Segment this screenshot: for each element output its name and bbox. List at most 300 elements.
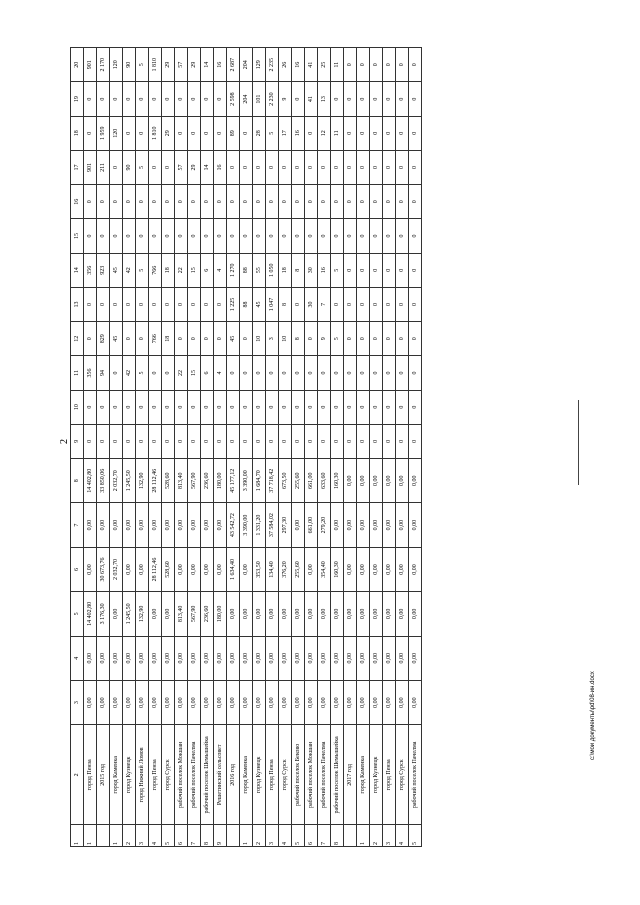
table-cell <box>344 825 357 847</box>
table-cell: 134,40 <box>266 547 279 591</box>
table-cell: 279,20 <box>318 503 331 547</box>
table-cell: 0 <box>110 356 123 390</box>
table-cell: 0,00 <box>409 636 422 680</box>
table-cell: рабочий поселок Шемышейка <box>201 725 214 825</box>
table-cell: 0 <box>344 185 357 219</box>
table-cell: 0,00 <box>175 503 188 547</box>
header-cell: 13 <box>71 287 84 321</box>
table-cell: 22 <box>175 356 188 390</box>
table-cell: 0 <box>318 219 331 253</box>
table-cell: 0 <box>344 322 357 356</box>
table-cell: 0 <box>357 82 370 116</box>
table-cell: 0 <box>110 150 123 184</box>
table-cell: 1 634,40 <box>227 547 240 591</box>
table-cell: 0 <box>383 219 396 253</box>
table-cell: 132,90 <box>136 592 149 636</box>
table-cell: 0,00 <box>188 547 201 591</box>
table-cell: 0,00 <box>240 547 253 591</box>
table-cell: 0 <box>84 185 97 219</box>
table-cell: 0,00 <box>331 680 344 724</box>
table-cell: 0 <box>97 424 110 458</box>
table-cell: 0 <box>188 185 201 219</box>
table-cell: 0 <box>409 356 422 390</box>
table-cell: 0 <box>357 116 370 150</box>
table-cell: 0 <box>162 390 175 424</box>
data-table-wrapper <box>70 47 567 847</box>
table-cell: 0 <box>175 287 188 321</box>
table-cell: 0,00 <box>214 680 227 724</box>
table-cell: 0 <box>136 390 149 424</box>
table-cell: 0,00 <box>318 592 331 636</box>
table-cell: 14 <box>201 150 214 184</box>
table-cell: 0,00 <box>84 680 97 724</box>
table-cell: город Кузнецк <box>253 725 266 825</box>
table-cell: 22 <box>175 253 188 287</box>
table-row <box>253 48 266 847</box>
table-cell: 0 <box>84 322 97 356</box>
table-cell: 0 <box>396 82 409 116</box>
table-cell: 0 <box>175 82 188 116</box>
table-cell: 661,00 <box>305 503 318 547</box>
table-cell: 633,60 <box>318 459 331 503</box>
table-cell: 5 <box>136 48 149 82</box>
table-cell: город Пенза <box>383 725 396 825</box>
table-cell: 29 <box>188 150 201 184</box>
table-cell: 0,00 <box>318 680 331 724</box>
table-cell: 661,00 <box>305 459 318 503</box>
table-cell: 0,00 <box>214 636 227 680</box>
table-cell: 45 <box>253 287 266 321</box>
table-cell: 0,00 <box>292 503 305 547</box>
table-cell: 0 <box>357 253 370 287</box>
table-cell: 0 <box>97 219 110 253</box>
table-cell: 0 <box>344 116 357 150</box>
table-cell: 0,00 <box>214 547 227 591</box>
table-cell: 0,00 <box>84 503 97 547</box>
table-cell: 829 <box>97 322 110 356</box>
table-row <box>370 48 383 847</box>
table-cell: 0 <box>266 185 279 219</box>
table-cell: 0 <box>175 424 188 458</box>
table-cell: 0 <box>370 253 383 287</box>
table-cell: 0 <box>279 150 292 184</box>
table-row <box>292 48 305 847</box>
table-cell: 0,00 <box>110 680 123 724</box>
table-cell: 0,00 <box>396 459 409 503</box>
table-cell: 6 <box>201 253 214 287</box>
table-cell: 18 <box>279 253 292 287</box>
table-cell: 45 <box>110 253 123 287</box>
table-cell: 0 <box>188 219 201 253</box>
table-row <box>97 48 110 847</box>
table-row <box>214 48 227 847</box>
table-cell: 1 245,50 <box>123 459 136 503</box>
table-cell: город Кузнецк <box>370 725 383 825</box>
table-cell: 2 170 <box>97 48 110 82</box>
table-cell: 0 <box>84 116 97 150</box>
table-cell: 0 <box>253 150 266 184</box>
table-cell: 0,00 <box>331 592 344 636</box>
table-cell: 0 <box>409 424 422 458</box>
table-cell: 0 <box>266 356 279 390</box>
table-cell: город Пенза <box>84 725 97 825</box>
table-cell: 41 <box>305 48 318 82</box>
table-cell: 17 <box>279 116 292 150</box>
table-cell: 0 <box>331 424 344 458</box>
table-cell: 5 <box>136 150 149 184</box>
header-cell: 6 <box>71 547 84 591</box>
table-cell: 33 850,06 <box>97 459 110 503</box>
separator-line <box>578 400 579 485</box>
table-row <box>84 48 97 847</box>
table-cell: 0,00 <box>162 636 175 680</box>
table-cell: 0,00 <box>383 547 396 591</box>
table-cell: 0 <box>305 356 318 390</box>
table-cell: 0 <box>188 82 201 116</box>
table-cell: 0 <box>305 150 318 184</box>
table-cell: 0,00 <box>370 503 383 547</box>
table-cell: 0 <box>136 219 149 253</box>
table-cell: 0,00 <box>227 680 240 724</box>
table-cell: 0 <box>123 424 136 458</box>
table-cell: 0 <box>175 219 188 253</box>
table-cell: 5 <box>331 322 344 356</box>
table-cell: 528,60 <box>162 547 175 591</box>
table-cell: 0 <box>318 424 331 458</box>
table-cell: 0 <box>370 150 383 184</box>
table-cell: 2 687 <box>227 48 240 82</box>
table-cell: 0 <box>175 390 188 424</box>
table-cell: 0 <box>240 356 253 390</box>
table-cell: 255,60 <box>292 547 305 591</box>
table-row <box>201 48 214 847</box>
table-cell: 0 <box>331 356 344 390</box>
table-cell: 0 <box>188 390 201 424</box>
table-cell: 1 047 <box>266 287 279 321</box>
table-cell: 15 <box>188 356 201 390</box>
table-cell: 204 <box>240 48 253 82</box>
table-cell: 0,00 <box>357 503 370 547</box>
table-cell: 0 <box>136 322 149 356</box>
table-cell: 0 <box>240 322 253 356</box>
table-cell: город Пенза <box>266 725 279 825</box>
table-cell: 0,00 <box>227 636 240 680</box>
table-cell: 0,00 <box>136 547 149 591</box>
table-cell: 28 <box>253 116 266 150</box>
table-cell: 30 <box>305 287 318 321</box>
table-cell: 0 <box>266 219 279 253</box>
table-cell: 0 <box>396 356 409 390</box>
header-cell: 20 <box>71 48 84 82</box>
table-cell: 0,00 <box>175 636 188 680</box>
table-cell: 0,00 <box>370 636 383 680</box>
table-cell: 0 <box>253 219 266 253</box>
table-cell: 30 <box>305 253 318 287</box>
table-cell: 0,00 <box>123 636 136 680</box>
table-cell: 0,00 <box>188 503 201 547</box>
table-cell: 37 584,02 <box>266 503 279 547</box>
table-cell: 57 <box>175 48 188 82</box>
table-cell: 813,40 <box>175 459 188 503</box>
table-cell: 0,00 <box>383 503 396 547</box>
table-cell: 14 402,80 <box>84 592 97 636</box>
table-cell: рабочий поселок Беково <box>292 725 305 825</box>
table-cell: 0 <box>383 322 396 356</box>
table-cell: 0 <box>344 48 357 82</box>
table-row <box>266 48 279 847</box>
table-cell: 9 <box>214 825 227 847</box>
table-cell: 5 <box>136 253 149 287</box>
table-cell: 0 <box>331 287 344 321</box>
table-cell: 0 <box>240 185 253 219</box>
table-cell: 0 <box>409 48 422 82</box>
table-cell: 0 <box>240 390 253 424</box>
table-cell: 0 <box>357 185 370 219</box>
table-row <box>188 48 201 847</box>
table-cell: 0 <box>279 185 292 219</box>
table-cell: 1 050 <box>266 253 279 287</box>
table-cell: 1 <box>357 825 370 847</box>
table-cell: 45 177,12 <box>227 459 240 503</box>
table-cell: 0,00 <box>409 547 422 591</box>
table-cell: 0 <box>201 390 214 424</box>
table-cell: 567,90 <box>188 592 201 636</box>
table-cell: 0,00 <box>357 592 370 636</box>
table-cell: 204 <box>240 82 253 116</box>
table-cell: 0,00 <box>292 680 305 724</box>
table-cell: 0,00 <box>370 680 383 724</box>
table-cell: 0 <box>344 356 357 390</box>
table-cell: 0 <box>409 150 422 184</box>
table-cell: 0 <box>123 82 136 116</box>
table-cell: 0 <box>110 82 123 116</box>
table-cell: рабочий поселок Мокшан <box>175 725 188 825</box>
table-cell: 0,00 <box>201 636 214 680</box>
table-cell: 45 <box>110 322 123 356</box>
header-cell: 9 <box>71 424 84 458</box>
table-cell: 28 112,46 <box>149 459 162 503</box>
table-cell: 57 <box>175 150 188 184</box>
table-cell: 0,00 <box>409 592 422 636</box>
data-table <box>70 47 422 847</box>
table-cell: 0,00 <box>318 636 331 680</box>
table-cell: 0,00 <box>409 503 422 547</box>
table-cell: 0,00 <box>136 503 149 547</box>
table-cell: 29 <box>188 48 201 82</box>
table-cell: 0 <box>318 185 331 219</box>
table-cell: 16 <box>214 48 227 82</box>
table-cell: 0 <box>318 390 331 424</box>
table-cell: 0,00 <box>97 636 110 680</box>
table-cell: 3 390,00 <box>240 459 253 503</box>
table-cell: 0 <box>136 116 149 150</box>
table-cell: 0 <box>305 185 318 219</box>
table-cell: 41 <box>305 82 318 116</box>
table-cell: 0 <box>97 287 110 321</box>
table-cell: 0 <box>383 185 396 219</box>
table-cell: 0 <box>292 390 305 424</box>
table-cell: 0 <box>383 287 396 321</box>
table-cell: 0 <box>110 287 123 321</box>
table-cell: 0 <box>396 185 409 219</box>
table-cell: 0 <box>383 150 396 184</box>
table-cell: 0 <box>123 219 136 253</box>
table-cell: 0,00 <box>149 636 162 680</box>
table-cell: 5 <box>136 356 149 390</box>
table-row <box>396 48 409 847</box>
table-cell: 0,00 <box>357 680 370 724</box>
table-cell: 0,00 <box>344 503 357 547</box>
table-cell: 0 <box>396 287 409 321</box>
table-cell: 0 <box>357 424 370 458</box>
table-cell: 0 <box>409 287 422 321</box>
table-cell: 16 <box>318 253 331 287</box>
table-cell: 0 <box>357 322 370 356</box>
table-cell: 0 <box>123 116 136 150</box>
table-cell: 0 <box>136 287 149 321</box>
table-cell: 923 <box>97 253 110 287</box>
table-cell: 0,00 <box>201 547 214 591</box>
table-cell: 0,00 <box>383 680 396 724</box>
table-row <box>136 48 149 847</box>
table-cell: 28 112,46 <box>149 547 162 591</box>
table-cell: 0,00 <box>162 592 175 636</box>
table-row <box>175 48 188 847</box>
page-number: 2 <box>59 439 70 444</box>
table-cell: 101 <box>253 82 266 116</box>
header-cell: 14 <box>71 253 84 287</box>
table-header-row <box>71 48 84 847</box>
table-cell: 0 <box>136 185 149 219</box>
table-cell: 0,00 <box>201 680 214 724</box>
table-cell: рабочий поселок Шемышейка <box>331 725 344 825</box>
table-cell: 1 <box>84 825 97 847</box>
table-cell <box>97 825 110 847</box>
table-cell: 0,00 <box>175 680 188 724</box>
table-cell: 0 <box>227 390 240 424</box>
table-cell: 0,00 <box>162 680 175 724</box>
table-cell: 0,00 <box>279 636 292 680</box>
table-cell: 0 <box>292 424 305 458</box>
table-cell: 0 <box>370 424 383 458</box>
table-cell: 9 <box>279 82 292 116</box>
table-cell: 16 <box>292 116 305 150</box>
table-cell: 120 <box>110 116 123 150</box>
table-cell: 90 <box>123 48 136 82</box>
table-cell: 0 <box>396 424 409 458</box>
table-cell: 14 <box>201 48 214 82</box>
table-cell: 0,00 <box>344 680 357 724</box>
table-cell: 0 <box>149 287 162 321</box>
table-cell: 0 <box>201 82 214 116</box>
table-cell: 0 <box>136 82 149 116</box>
table-cell: 0,00 <box>266 592 279 636</box>
table-cell: 0 <box>409 185 422 219</box>
table-cell: 0 <box>292 287 305 321</box>
table-cell: 120 <box>110 48 123 82</box>
table-cell: 0 <box>214 322 227 356</box>
table-cell: 1 270 <box>227 253 240 287</box>
table-cell: 0,00 <box>383 592 396 636</box>
table-cell: 0 <box>370 185 383 219</box>
table-cell: 0 <box>214 287 227 321</box>
table-cell: 0,00 <box>110 592 123 636</box>
table-cell: 0,00 <box>97 503 110 547</box>
table-cell: 0,00 <box>188 680 201 724</box>
table-cell: 255,60 <box>292 459 305 503</box>
table-cell: 7 <box>318 287 331 321</box>
table-cell: 0,00 <box>396 592 409 636</box>
table-cell: 0 <box>253 356 266 390</box>
table-cell: 0 <box>370 322 383 356</box>
table-cell: 37 718,42 <box>266 459 279 503</box>
table-row <box>227 48 240 847</box>
table-cell: город Каменка <box>110 725 123 825</box>
table-cell: 1 810 <box>149 116 162 150</box>
table-row <box>279 48 292 847</box>
table-cell: 0 <box>357 390 370 424</box>
table-cell: 354,40 <box>318 547 331 591</box>
table-cell: 0 <box>383 390 396 424</box>
table-cell: 0 <box>227 424 240 458</box>
table-cell: 0 <box>292 185 305 219</box>
header-cell: 16 <box>71 185 84 219</box>
header-cell: 17 <box>71 150 84 184</box>
table-cell: 0 <box>305 390 318 424</box>
table-cell: 0 <box>227 150 240 184</box>
table-cell: 0 <box>149 150 162 184</box>
table-cell: 9 <box>318 322 331 356</box>
table-cell: 813,40 <box>175 592 188 636</box>
table-cell: 0,00 <box>396 547 409 591</box>
table-cell: город Сурск <box>279 725 292 825</box>
table-cell: 94 <box>97 356 110 390</box>
table-cell: 673,50 <box>279 459 292 503</box>
table-cell: Решетинский сельсовет <box>214 725 227 825</box>
table-cell: 0 <box>149 82 162 116</box>
table-row <box>357 48 370 847</box>
table-cell: 0 <box>227 185 240 219</box>
table-cell: 160,30 <box>331 547 344 591</box>
table-cell: 0 <box>331 219 344 253</box>
table-cell: 0 <box>84 424 97 458</box>
table-cell: 567,90 <box>188 459 201 503</box>
table-row <box>305 48 318 847</box>
table-cell: 236,60 <box>201 459 214 503</box>
table-cell: 0,00 <box>292 636 305 680</box>
table-cell: 0 <box>227 356 240 390</box>
table-cell: 0 <box>162 82 175 116</box>
table-cell: 0 <box>344 390 357 424</box>
table-cell: 6 <box>201 356 214 390</box>
table-cell: 11 <box>331 116 344 150</box>
header-cell: 7 <box>71 503 84 547</box>
table-cell: 0 <box>357 150 370 184</box>
table-cell: 0 <box>318 150 331 184</box>
table-cell: 5 <box>292 825 305 847</box>
table-cell: 0 <box>201 424 214 458</box>
table-cell: 0,00 <box>305 592 318 636</box>
table-cell: 0,00 <box>266 680 279 724</box>
header-cell: 8 <box>71 459 84 503</box>
table-cell: 0,00 <box>279 680 292 724</box>
table-cell: 0 <box>84 219 97 253</box>
table-cell: 0 <box>149 424 162 458</box>
header-cell: 10 <box>71 390 84 424</box>
table-cell: 2015 год <box>97 725 110 825</box>
table-cell: 0 <box>188 424 201 458</box>
table-cell: 0 <box>266 150 279 184</box>
